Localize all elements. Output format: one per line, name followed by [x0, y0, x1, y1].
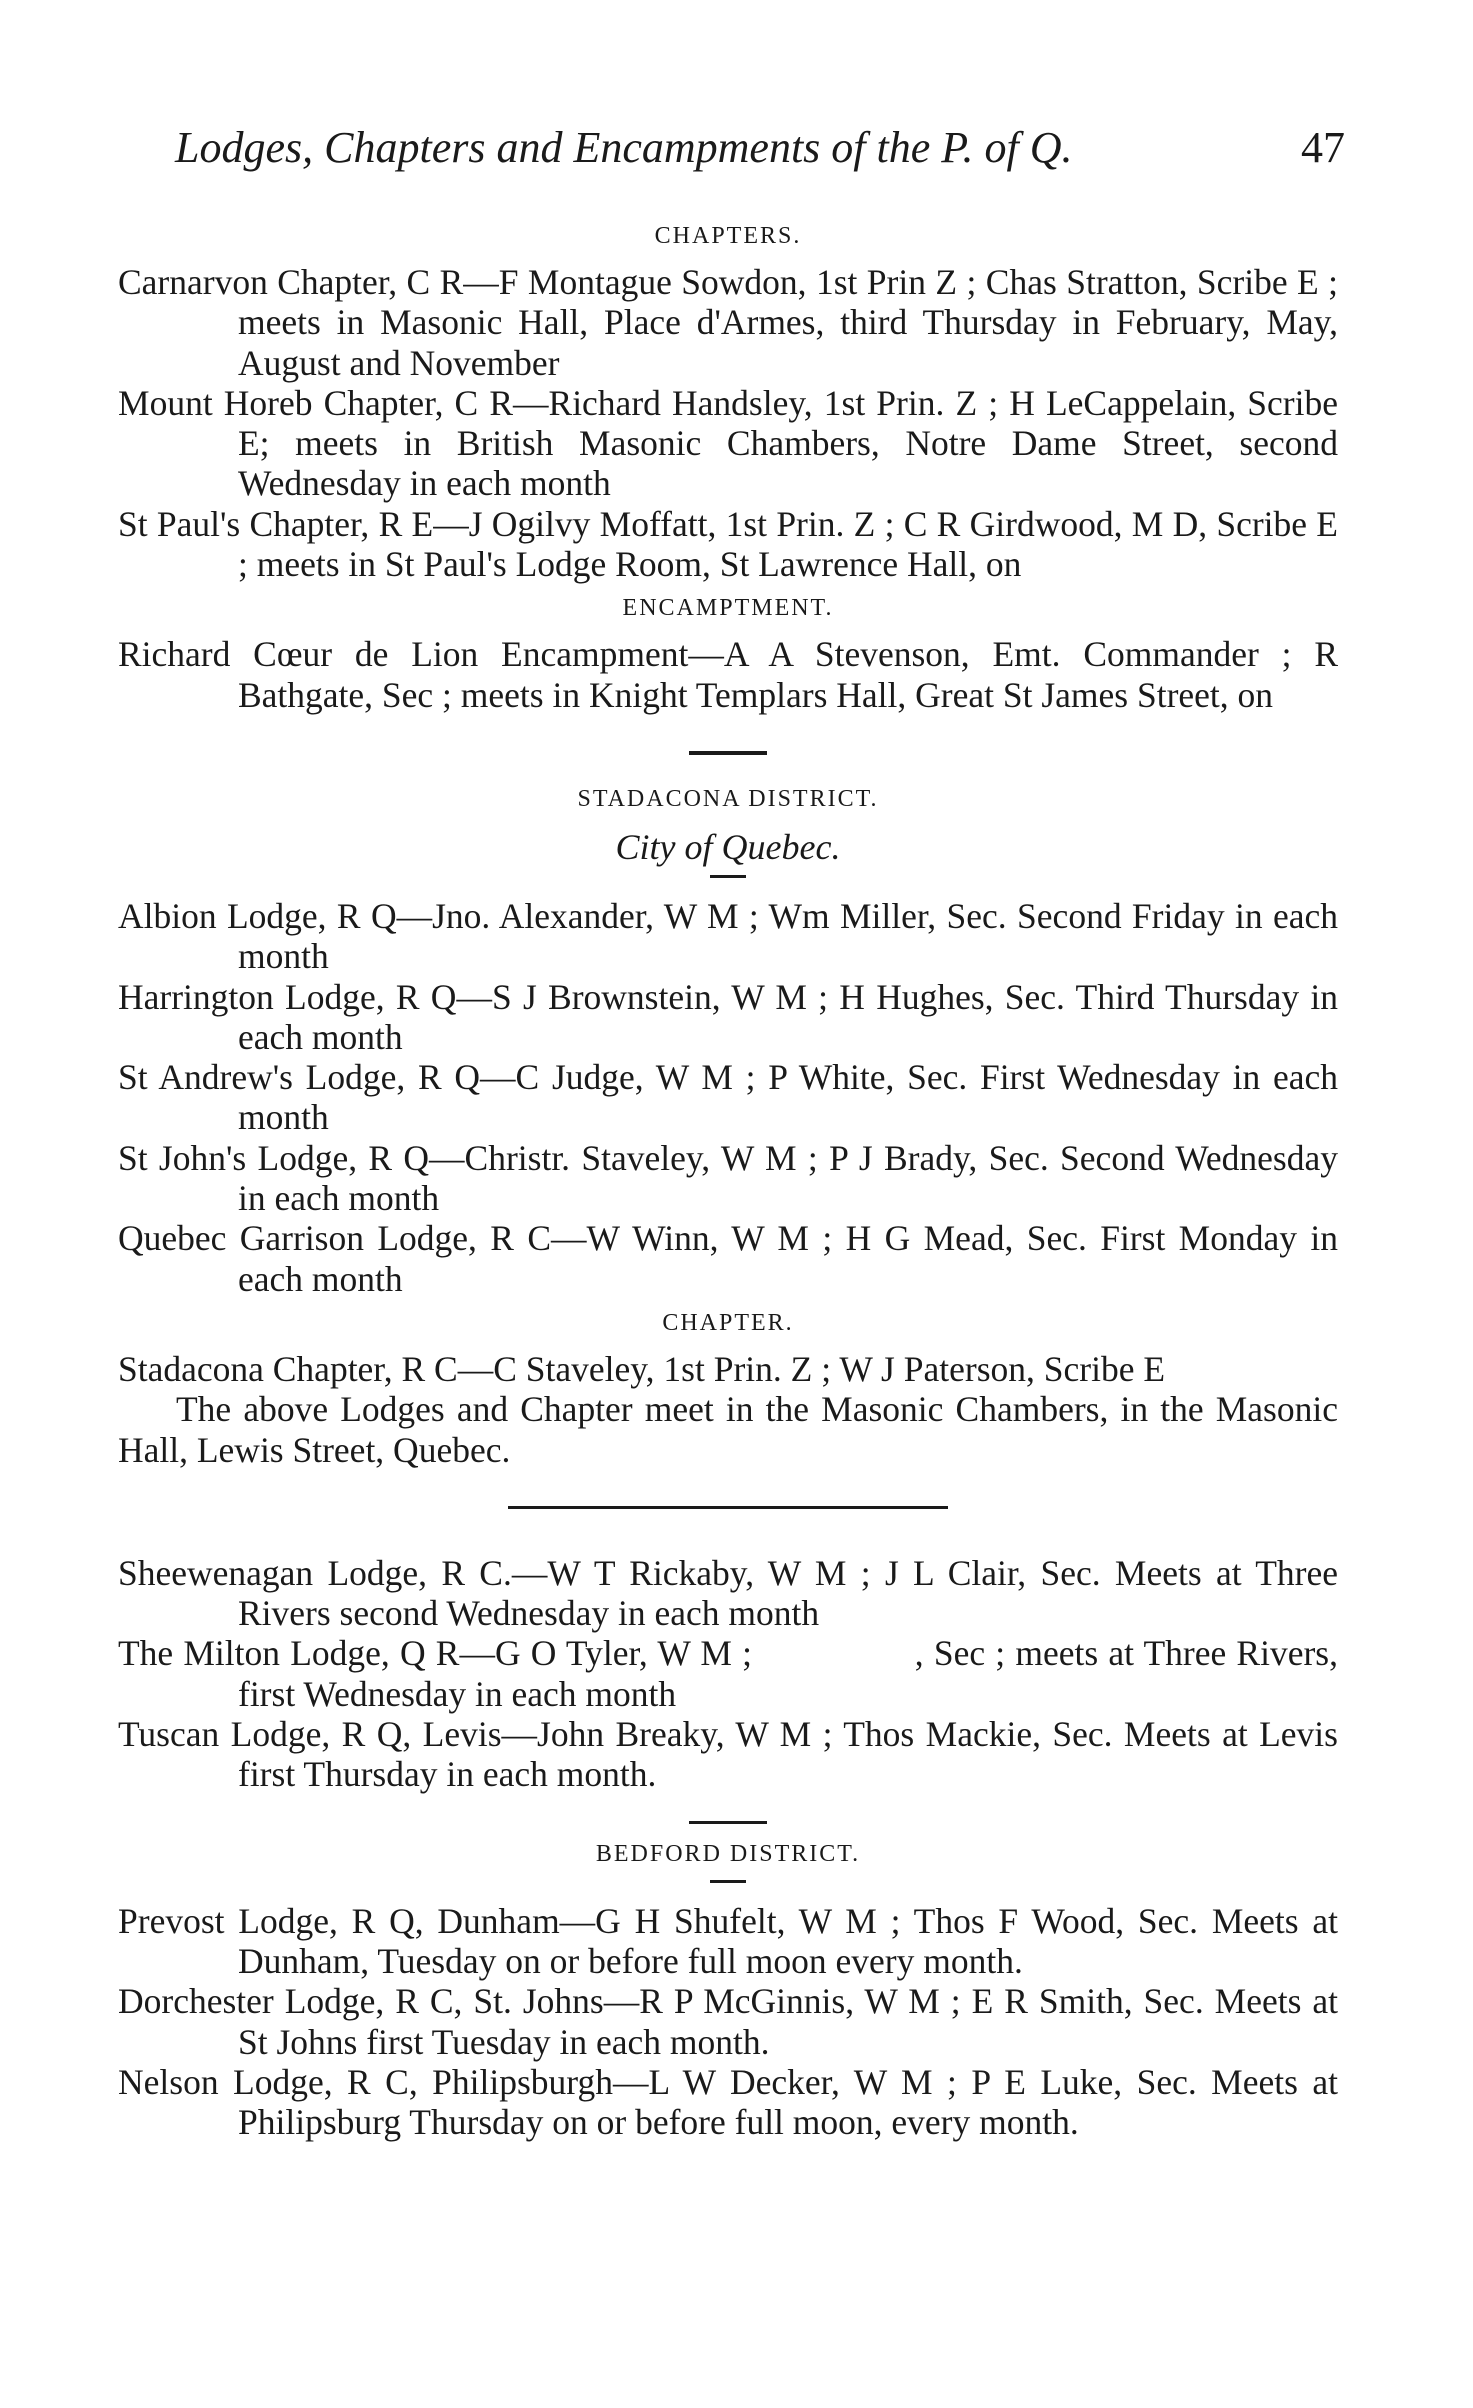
list-item: Albion Lodge, R Q—Jno. Alexander, W M ; Wm Miller, Sec. Second Friday in each month — [118, 895, 1338, 977]
section-heading-stadacona: STADACONA DISTRICT. — [577, 785, 879, 812]
list-item: Nelson Lodge, R C, Philipsburgh—L W Decker, W M ; P E Luke, Sec. Meets at Philipsburg Thursday on or before full moon, every month. — [118, 2061, 1338, 2143]
section-heading-encampment: ENCAMPTMENT. — [622, 595, 834, 622]
section-divider — [710, 1880, 746, 1883]
body-text — [118, 212, 1347, 2143]
list-item: Dorchester Lodge, R C, St. Johns—R P McGinnis, W M ; E R Smith, Sec. Meets at St Johns first Tuesday in each month. — [118, 1981, 1338, 2062]
list-item: St Andrew's Lodge, R Q—C Judge, W M ; P White, Sec. First Wednesday in each month — [118, 1057, 1338, 1138]
list-item: St Paul's Chapter, R E—J Ogilvy Moffatt, 1st Prin. Z ; C R Girdwood, M D, Scribe E ; meets in St Paul's Lodge Room, St Lawrence Hall, on — [118, 503, 1338, 585]
section-divider — [710, 875, 746, 878]
list-item: Richard Cœur de Lion Encampment—A A Stevenson, Emt. Commander ; R Bathgate, Sec ; meets in Knight Templars Hall, Great St James Street, on — [118, 634, 1338, 715]
list-item: Quebec Garrison Lodge, R C—W Winn, W M ; H G Mead, Sec. First Monday in each month — [118, 1218, 1338, 1299]
list-item: Carnarvon Chapter, C R—F Montague Sowdon, 1st Prin Z ; Chas Stratton, Scribe E ; meets in Masonic Hall, Place d'Armes, third Thursday in February, May, August and November — [118, 262, 1338, 383]
section-heading-bedford: BEDFORD DISTRICT. — [595, 1840, 861, 1867]
list-item: St John's Lodge, R Q—Christr. Staveley, W M ; P J Brady, Sec. Second Wednesday in each month — [118, 1137, 1338, 1219]
section-heading-chapter: CHAPTER. — [662, 1309, 794, 1336]
section-heading-chapters: CHAPTERS. — [654, 223, 802, 249]
page-number: 47 — [1301, 123, 1345, 172]
running-title: Lodges, Chapters and Encampments of the P. of Q. — [175, 123, 1073, 172]
list-item: Tuscan Lodge, R Q, Levis—John Breaky, W M ; Thos Mackie, Sec. Meets at Levis first Thursday in each month. — [118, 1714, 1347, 1795]
meeting-note: The above Lodges and Chapter meet in the Masonic Chambers, in the Masonic Hall, Lewis Street, Quebec. — [118, 1389, 1338, 1470]
list-item: Sheewenagan Lodge, R C.—W T Rickaby, W M ; J L Clair, Sec. Meets at Three Rivers second Wednesday in each month — [118, 1552, 1347, 1634]
section-divider — [689, 1821, 767, 1824]
list-item: Mount Horeb Chapter, C R—Richard Handsley, 1st Prin. Z ; H LeCappelain, Scribe E; meets in British Masonic Chambers, Notre Dame Street, second Wednesday in each month — [118, 382, 1338, 504]
list-item: Stadacona Chapter, R C—C Staveley, 1st Prin. Z ; W J Paterson, Scribe E — [118, 1348, 1166, 1389]
list-item: Harrington Lodge, R Q—S J Brownstein, W M ; H Hughes, Sec. Third Thursday in each month — [118, 976, 1338, 1057]
list-item: Prevost Lodge, R Q, Dunham—G H Shufelt, W M ; Thos F Wood, Sec. Meets at Dunham, Tuesday on or before full moon every month. — [118, 1900, 1338, 1981]
section-subheading-city: City of Quebec. — [615, 826, 841, 867]
list-item: The Milton Lodge, Q R—G O Tyler, W M ; , Sec ; meets at Three Rivers, first Wednesday in each month — [118, 1633, 1347, 1714]
section-divider — [689, 751, 767, 755]
section-divider — [508, 1506, 948, 1509]
